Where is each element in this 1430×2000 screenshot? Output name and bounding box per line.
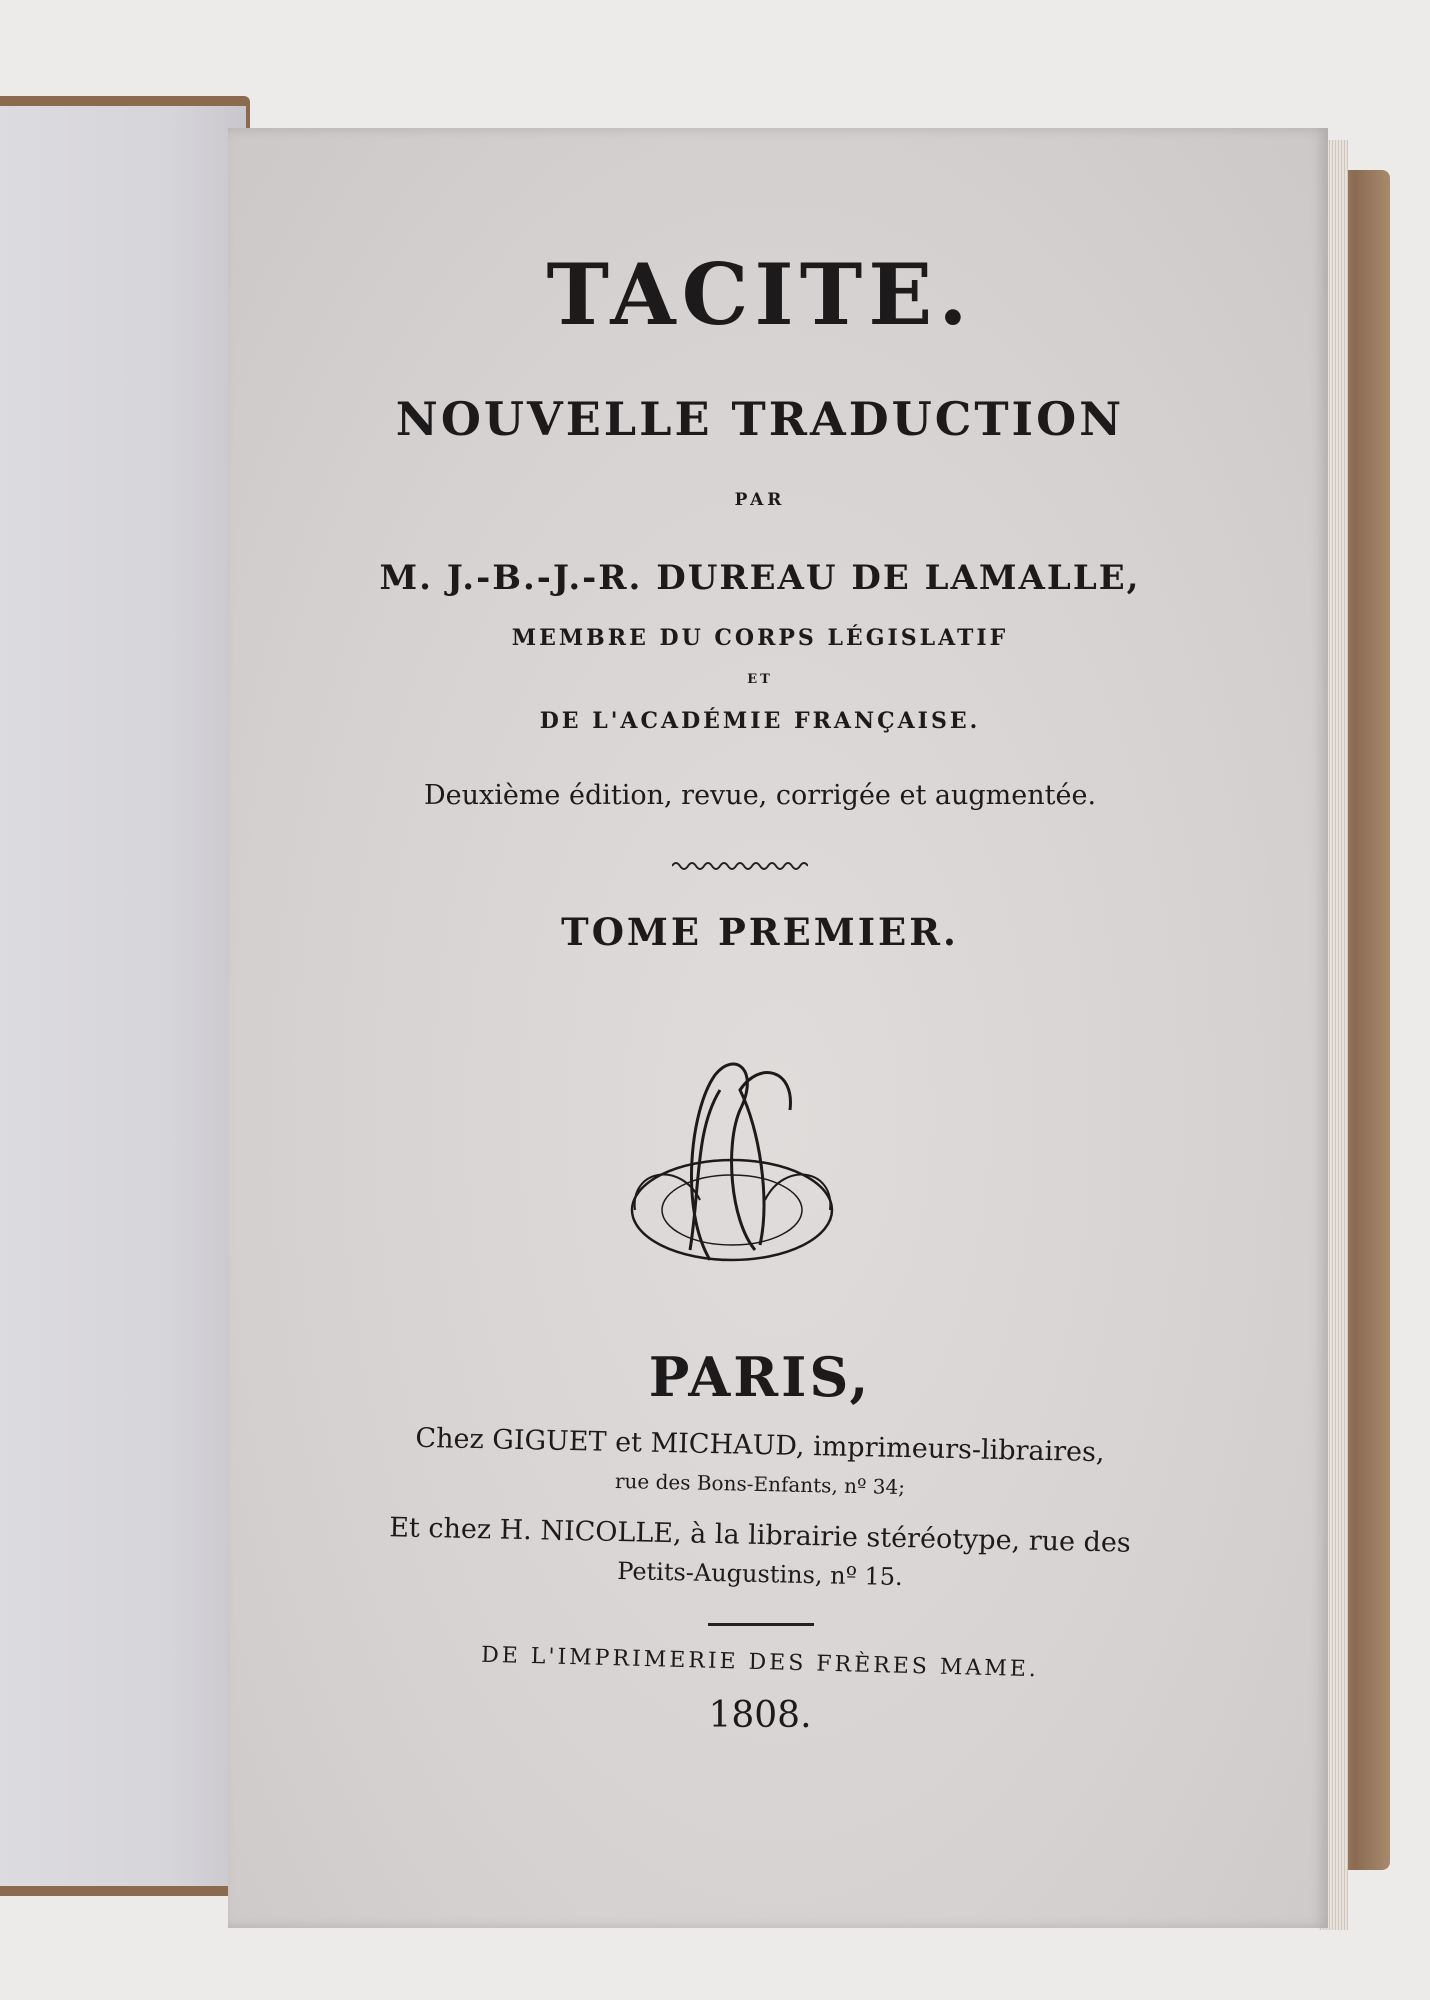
- subtitle: NOUVELLE TRADUCTION: [395, 392, 1125, 446]
- book-title: TACITE.: [546, 245, 974, 344]
- par-label: PAR: [734, 490, 786, 510]
- et-label: ET: [747, 672, 773, 687]
- author: M. J.-B.-J.-R. DUREAU DE LAMALLE,: [379, 558, 1141, 598]
- wavy-rule: [672, 860, 808, 872]
- address-line-2: Petits-Augustins, nº 15.: [616, 1557, 904, 1591]
- monogram-ornament: [620, 1050, 845, 1275]
- volume: TOME PREMIER.: [561, 910, 959, 954]
- edition-note: Deuxième édition, revue, corrigée et augmentée.: [423, 780, 1097, 811]
- address-line-1: rue des Bons-Enfants, nº 34;: [614, 1468, 906, 1500]
- year: 1808.: [708, 1695, 812, 1736]
- horizontal-rule: [708, 1623, 814, 1626]
- publisher-line-1: Chez GIGUET et MICHAUD, imprimeurs-libraires,: [415, 1422, 1105, 1469]
- author-role-1: MEMBRE DU CORPS LÉGISLATIF: [511, 625, 1009, 651]
- publisher-line-2: Et chez H. NICOLLE, à la librairie stéréotype, rue des: [388, 1512, 1132, 1559]
- city: PARIS,: [648, 1345, 872, 1409]
- left-endpaper: [0, 106, 246, 1886]
- printer: DE L'IMPRIMERIE DES FRÈRES MAME.: [480, 1642, 1040, 1683]
- author-role-2: DE L'ACADÉMIE FRANÇAISE.: [539, 708, 981, 734]
